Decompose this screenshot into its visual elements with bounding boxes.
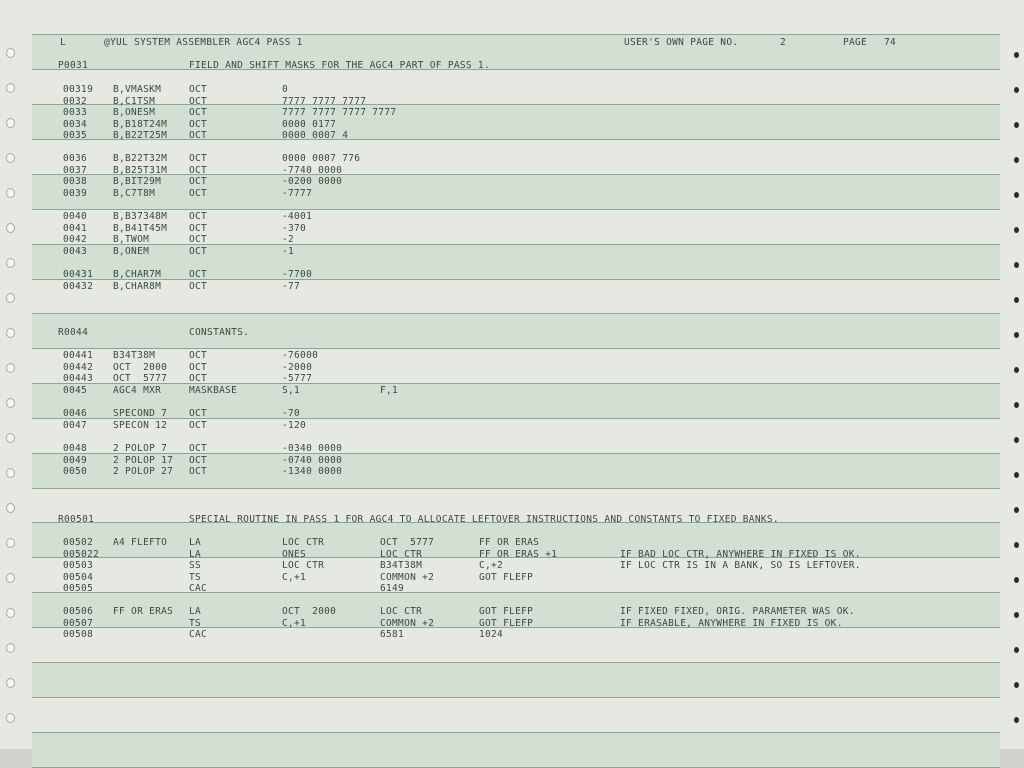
listing-row (0, 130, 1000, 141)
location-label: B,TWOM (113, 234, 150, 245)
listing-row (0, 350, 1000, 361)
user-page-label: USER'S OWN PAGE NO. (624, 37, 739, 48)
line-number: 0033 (63, 107, 88, 118)
location-label: SPECOND 7 (113, 408, 168, 419)
opcode: TS (189, 571, 202, 583)
feed-hole (1014, 577, 1019, 583)
line-number: 00504 (63, 571, 94, 583)
band-rule (32, 488, 1000, 489)
opcode: OCT (189, 280, 208, 292)
feed-hole (6, 328, 15, 338)
feed-hole (1014, 682, 1019, 688)
opcode: CAC (189, 629, 208, 640)
operand: -7740 0000 (282, 164, 343, 176)
line-number: 00505 (63, 583, 94, 594)
feed-hole (6, 678, 15, 688)
greenbar-band (32, 732, 1000, 767)
header-left-mark: L (60, 37, 67, 48)
operand: -120 (282, 419, 307, 431)
listing-row (0, 188, 1000, 199)
location-label: B,CHAR8M (113, 280, 162, 292)
opcode: OCT (189, 466, 208, 477)
location-label: B,B25T31M (113, 164, 168, 176)
user-page-number: 2 (780, 37, 787, 48)
opcode: OCT (189, 361, 208, 373)
location-label: OCT 5777 (113, 373, 168, 384)
operand: -77 (282, 280, 301, 292)
operand: C,+1 (282, 617, 307, 629)
line-number: 0040 (63, 211, 88, 222)
line-number: 0045 (63, 384, 88, 396)
operand: OCT 2000 (282, 606, 337, 617)
section-title: FIELD AND SHIFT MASKS FOR THE AGC4 PART OF PASS 1. (189, 60, 490, 71)
operand: -4001 (282, 211, 313, 222)
listing-row (0, 408, 1000, 419)
operand: -2 (282, 234, 295, 245)
opcode: OCT (189, 95, 208, 107)
line-number: 00441 (63, 350, 94, 361)
listing-row (0, 269, 1000, 280)
feed-hole (6, 48, 15, 58)
listing-row (0, 537, 1000, 548)
opcode: LA (189, 548, 202, 560)
band-rule (32, 348, 1000, 349)
line-number: 0035 (63, 130, 88, 141)
operand: 7777 7777 7777 (282, 95, 367, 107)
feed-hole (6, 503, 15, 513)
line-number: 0048 (63, 443, 88, 454)
comment: IF FIXED FIXED, ORIG. PARAMETER WAS OK. (620, 606, 855, 617)
feed-hole (1014, 367, 1019, 373)
location-label: B,ONESM (113, 107, 156, 118)
operand: -7777 (282, 187, 313, 199)
opcode: OCT (189, 443, 208, 454)
line-number: 00432 (63, 280, 94, 292)
line-number: 0043 (63, 245, 88, 257)
opcode: OCT (189, 130, 208, 141)
operand-3: 1024 (479, 629, 504, 640)
band-rule (32, 697, 1000, 698)
feed-hole (6, 643, 15, 653)
line-number: 00431 (63, 269, 94, 280)
location-label: FF OR ERAS (113, 606, 174, 617)
feed-hole (1014, 647, 1019, 653)
line-number: 0037 (63, 164, 88, 176)
line-number: 00442 (63, 361, 94, 373)
listing-row (0, 629, 1000, 640)
line-number: 00508 (63, 629, 94, 640)
feed-hole (1014, 87, 1019, 93)
opcode: TS (189, 617, 202, 629)
operand-3: GOT FLEFP (479, 606, 534, 617)
line-number: 0032 (63, 95, 88, 107)
listing-row (0, 373, 1000, 384)
listing-row (0, 246, 1000, 257)
comment: IF LOC CTR IS IN A BANK, SO IS LEFTOVER. (620, 560, 861, 571)
operand: 0000 0007 4 (282, 130, 349, 141)
operand-2: COMMON +2 (380, 617, 435, 629)
operand: 0 (282, 84, 289, 95)
listing-row (0, 107, 1000, 118)
feed-hole (1014, 52, 1019, 58)
line-number: 00507 (63, 617, 94, 629)
feed-hole (1014, 297, 1019, 303)
operand: -76000 (282, 350, 319, 361)
operand: -0740 0000 (282, 454, 343, 466)
greenbar-band (32, 662, 1000, 697)
location-label: A4 FLEFTO (113, 537, 168, 548)
opcode: OCT (189, 118, 208, 130)
feed-hole (1014, 507, 1019, 513)
line-number: 00506 (63, 606, 94, 617)
operand: LOC CTR (282, 560, 325, 571)
listing-row (0, 234, 1000, 245)
opcode: OCT (189, 211, 208, 222)
location-label: B,B18T24M (113, 118, 168, 130)
operand: -0340 0000 (282, 443, 343, 454)
opcode: SS (189, 560, 202, 571)
line-number: 005022 (63, 548, 100, 560)
section-title: CONSTANTS. (189, 327, 250, 338)
feed-hole (1014, 332, 1019, 338)
feed-hole (6, 398, 15, 408)
operand: -0200 0000 (282, 176, 343, 187)
band-rule (32, 662, 1000, 663)
opcode: OCT (189, 234, 208, 245)
listing-row (0, 176, 1000, 187)
opcode: OCT (189, 269, 208, 280)
feed-hole (1014, 612, 1019, 618)
listing-row (0, 84, 1000, 95)
feed-hole (6, 258, 15, 268)
listing-row (0, 281, 1000, 292)
listing-row (0, 211, 1000, 222)
opcode: OCT (189, 164, 208, 176)
feed-hole (1014, 542, 1019, 548)
location-label: B34T38M (113, 350, 156, 361)
operand: 0000 0177 (282, 118, 337, 130)
operand: -370 (282, 222, 307, 234)
listing-row (0, 223, 1000, 234)
opcode: OCT (189, 176, 208, 187)
listing-row (0, 572, 1000, 583)
operand: -1340 0000 (282, 466, 343, 477)
feed-hole (1014, 157, 1019, 163)
location-label: B,B22T32M (113, 153, 168, 164)
opcode: OCT (189, 84, 208, 95)
operand: S,1 (282, 384, 301, 396)
location-label: B,B41T45M (113, 222, 168, 234)
opcode: OCT (189, 454, 208, 466)
listing-row (0, 455, 1000, 466)
section-id: P0031 (58, 60, 89, 71)
line-number: 0038 (63, 176, 88, 187)
band-rule (32, 732, 1000, 733)
feed-hole (6, 293, 15, 303)
opcode: OCT (189, 187, 208, 199)
feed-hole (1014, 437, 1019, 443)
line-number: 00503 (63, 560, 94, 571)
line-number: 0041 (63, 222, 88, 234)
operand: 0000 0007 776 (282, 153, 361, 164)
operand-3: C,+2 (479, 560, 504, 571)
band-rule (32, 209, 1000, 210)
opcode: OCT (189, 245, 208, 257)
feed-hole (1014, 227, 1019, 233)
location-label: B,B22T25M (113, 130, 168, 141)
line-number: 0036 (63, 153, 88, 164)
operand: LOC CTR (282, 537, 325, 548)
listing-row (0, 443, 1000, 454)
location-label: OCT 2000 (113, 361, 168, 373)
operand: -1 (282, 245, 295, 257)
opcode: MASKBASE (189, 384, 238, 396)
operand-3: GOT FLEFP (479, 571, 534, 583)
location-label: B,CHAR7M (113, 269, 162, 280)
line-number: 00319 (63, 84, 94, 95)
feed-hole (1014, 192, 1019, 198)
line-number: 0042 (63, 234, 88, 245)
line-number: 0047 (63, 419, 88, 431)
opcode: OCT (189, 408, 208, 419)
operand-2: COMMON +2 (380, 571, 435, 583)
location-label: SPECON 12 (113, 419, 168, 431)
listing-row (0, 153, 1000, 164)
operand-2: LOC CTR (380, 548, 423, 560)
location-label: 2 POLOP 17 (113, 454, 174, 466)
operand-2: 6581 (380, 629, 405, 640)
location-label: B,B37348M (113, 211, 168, 222)
feed-hole (1014, 262, 1019, 268)
operand: -70 (282, 408, 301, 419)
listing-row (0, 549, 1000, 560)
operand: C,+1 (282, 571, 307, 583)
feed-hole (1014, 717, 1019, 723)
feed-hole (6, 433, 15, 443)
location-label: B,ONEM (113, 245, 150, 257)
opcode: OCT (189, 222, 208, 234)
operand-3: FF OR ERAS (479, 537, 540, 548)
operand: -5777 (282, 373, 313, 384)
operand: ONES (282, 548, 307, 560)
location-label: B,C1TSM (113, 95, 156, 107)
comment: IF ERASABLE, ANYWHERE IN FIXED IS OK. (620, 617, 843, 629)
section-id: R00501 (58, 514, 95, 525)
band-rule (32, 69, 1000, 70)
line-number: 0034 (63, 118, 88, 130)
listing-row (0, 385, 1000, 396)
opcode: OCT (189, 350, 208, 361)
line-number: 00502 (63, 537, 94, 548)
opcode: OCT (189, 419, 208, 431)
operand-3: FF OR ERAS +1 (479, 548, 558, 560)
page-number: 74 (884, 37, 897, 48)
feed-hole (6, 713, 15, 723)
operand-2: OCT 5777 (380, 537, 435, 548)
location-label: 2 POLOP 27 (113, 466, 174, 477)
header-title: @YUL SYSTEM ASSEMBLER AGC4 PASS 1 (104, 37, 303, 48)
listing-row (0, 362, 1000, 373)
band-rule (32, 34, 1000, 35)
listing-row (0, 583, 1000, 594)
section-title: SPECIAL ROUTINE IN PASS 1 FOR AGC4 TO ALLOCATE LEFTOVER INSTRUCTIONS AND CONSTANTS TO FIXED BANKS. (189, 514, 779, 525)
section-id: R0044 (58, 327, 89, 338)
location-label: AGC4 MXR (113, 384, 162, 396)
location-label: B,VMASKM (113, 84, 162, 95)
listing-row (0, 606, 1000, 617)
operand: -7700 (282, 269, 313, 280)
operand-3: GOT FLEFP (479, 617, 534, 629)
feed-hole (1014, 402, 1019, 408)
listing-row (0, 119, 1000, 130)
opcode: LA (189, 606, 202, 617)
listing-row (0, 165, 1000, 176)
listing-row (0, 466, 1000, 477)
feed-hole (1014, 472, 1019, 478)
line-number: 0049 (63, 454, 88, 466)
listing-row (0, 96, 1000, 107)
operand-2: F,1 (380, 384, 399, 396)
comment: IF BAD LOC CTR, ANYWHERE IN FIXED IS OK. (620, 548, 861, 560)
greenbar-band (32, 313, 1000, 348)
listing-row (0, 618, 1000, 629)
line-number: 0046 (63, 408, 88, 419)
line-number: 0050 (63, 466, 88, 477)
opcode: CAC (189, 583, 208, 594)
band-rule (32, 313, 1000, 314)
location-label: B,C7T8M (113, 187, 156, 199)
page-label: PAGE (843, 37, 868, 48)
operand-2: B34T38M (380, 560, 423, 571)
operand: 7777 7777 7777 7777 (282, 107, 397, 118)
operand: -2000 (282, 361, 313, 373)
listing-row (0, 560, 1000, 571)
operand-2: LOC CTR (380, 606, 423, 617)
opcode: OCT (189, 373, 208, 384)
opcode: OCT (189, 107, 208, 118)
line-number: 00443 (63, 373, 94, 384)
opcode: OCT (189, 153, 208, 164)
opcode: LA (189, 537, 202, 548)
operand-2: 6149 (380, 583, 405, 594)
feed-hole (1014, 122, 1019, 128)
location-label: B,BIT29M (113, 176, 162, 187)
listing-row (0, 420, 1000, 431)
location-label: 2 POLOP 7 (113, 443, 168, 454)
line-number: 0039 (63, 187, 88, 199)
